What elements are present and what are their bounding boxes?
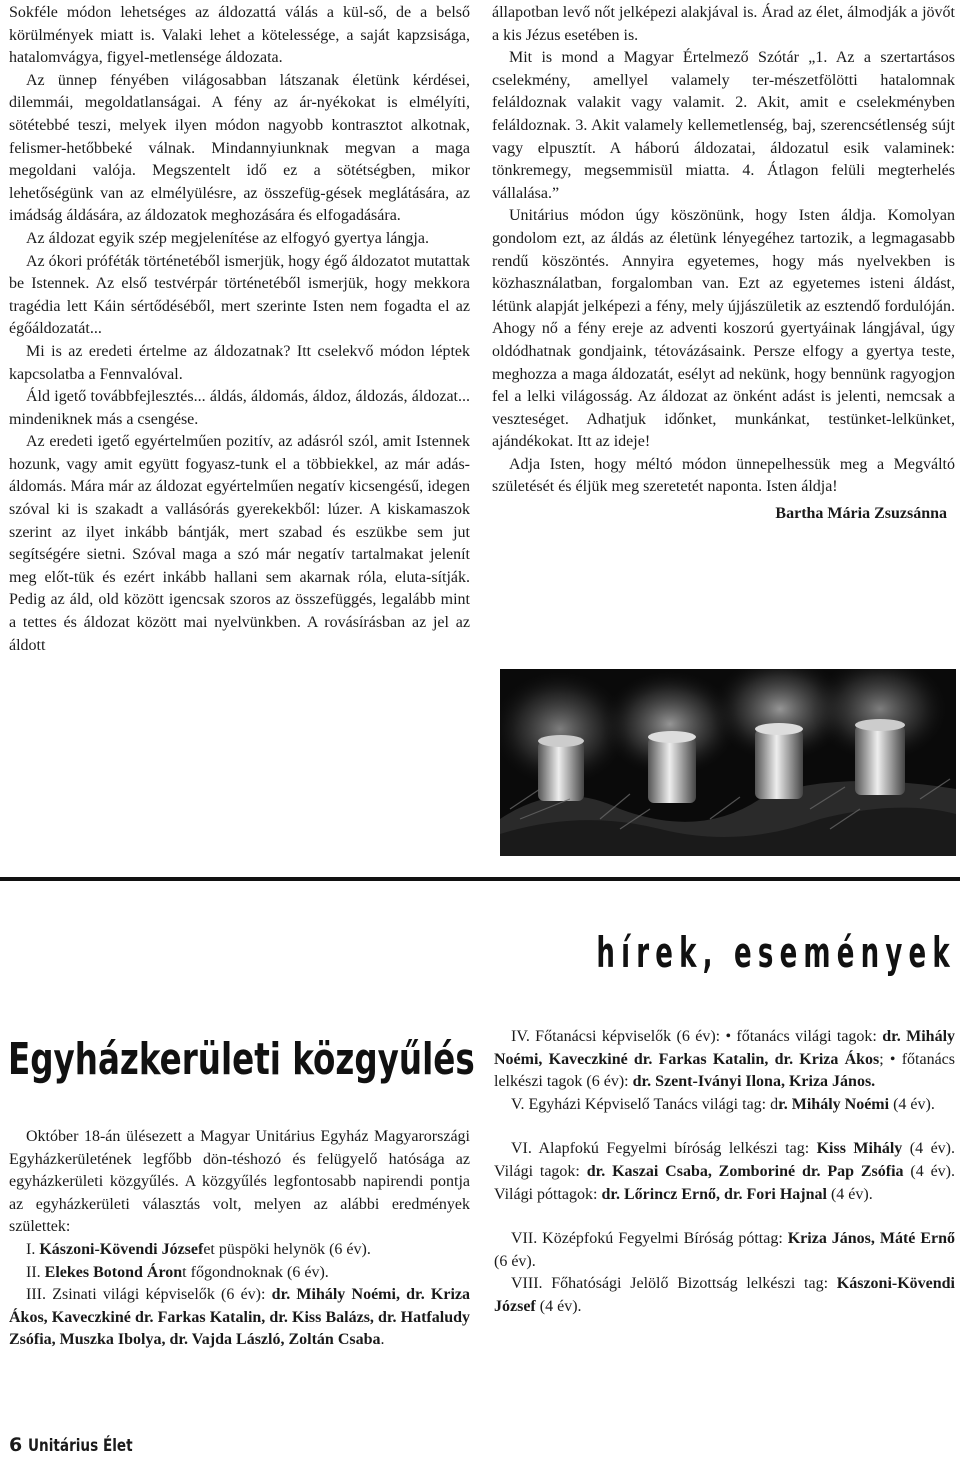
right-paragraph: Adja Isten, hogy méltó módon ünnepelhessük meg a Megváltó születését és éljük meg szeretetét naponta. Isten áldja! [492,455,955,496]
left-paragraph: Az ókori próféták történetéből ismerjük, hogy égő áldozatot mutattak be Istennek. Az első testvérpár történetéből ismerjük, hogy mekkora tragédia lett Káin sértődéséből, mert szerinte Isten nem fogadta el az égőáldozatát... [9,252,470,338]
left-paragraph: Áld igető továbbfejlesztés... áldás, áldomás, áldoz, áldozás, áldozat... mindeniknek más a csengése. [9,388,470,428]
article-paragraphs [492,2,955,499]
candles-image [500,669,956,856]
left-paragraph: Az ünnep fényében világosabban látszanak életünk kérdései, dilemmái, megoldatlanságai. A fény az ár-nyékokat is elmélyíti, sötétebbé teszi, melyek ilyen módon nagyobb kontrasztot alkotnak, felismer-hetőbbeké válnak. Mindannyiunknak megvan a maga megoldani valója. Megszentelt idő ez a sötétségben, mikor lehetőségünk van az elmélyülésre, az összefüg-gések meglátására, az imádság áldására, az áldozatok meghozására és elfogadására. [9,71,470,225]
result-item-3: III. Zsinati világi képviselők (6 év): dr. Mihály Noémi, dr. Kriza Ákos, Kaveczkiné dr. Farkas Katalin, dr. Kiss Balázs, dr. Hatfaludy Zsófia, Muszka Ibolya, dr. Vajda László, Zoltán Csaba. [9,1286,470,1349]
result-item-7: VII. Középfokú Fegyelmi Bíróság póttag: Kriza János, Máté Ernő (6 év). [494,1230,955,1270]
news-column-left [9,1126,470,1352]
result-item-8: VIII. Főhatósági Jelölő Bizottság lelkészi tag: Kászoni-Kövendi József (4 év). [494,1275,955,1315]
right-paragraph: Mit is mond a Magyar Értelmező Szótár „1. Az a szertartásos cselekmény, amellyel valamely ter-mészetfölötti hatalomnak feláldoznak valakit vagy valamit. 2. Akit, amit e cselekményben feláldoznak. 3. Akit valamely kellemetlenség, baj, szerencsétlenség sújt vagy elpusztít. A háború áldozatai, áldozatul esik valaminek: tönkremegy, megsemmisül miatta. 4. Átlagon felüli megterhelés vállalása.” [492,49,955,202]
left-paragraph: Sokféle módon lehetséges az áldozattá válás a kül-ső, de a belső körülmények miatt is. Valaki lehet a kötelessége, a saját kapzsisága, hatalomvágya, figyel-metlensége áldozata. [9,4,470,67]
left-paragraph: Az eredeti igető egyértelműen pozitív, az adásról szól, amit Istennek hozunk, vagy amit együtt fogyasz-tunk el a többiekkel, az már adás-áldomás. Mára már az áldozat egyértelműen negatív kicsengésű, idegen szóval ki is szakadt a vallásórás gyerekekből: lúzer. A kiskamaszok szerint az ilyet inkább bántják, mert szabad és eszükbe sem jut segítségére sietni. Szóval maga a szó már negatív tartalmakat jelenít meg előt-tük és ezért inkább hallani sem akarnak róla, eluta-sítják. Pedig az áld, old között igencsak szoros az összefüggés, legalább mint a tettes és áldozat között mai nyelvünkben. A rovásírásban az jel az áldott [9,433,470,654]
section-divider [0,877,960,881]
article-title: Egyházkerületi közgyűlés [8,1034,475,1085]
section-title: hírek, események [596,928,956,977]
result-item-6: VI. Alapfokú Fegyelmi bíróság lelkészi tag: Kiss Mihály (4 év). Világi tagok: dr. Kaszai Csaba, Zomboriné dr. Pap Zsófia (4 év). Világi póttagok: dr. Lőrincz Ernő, dr. Fori Hajnal (4 év). [494,1140,955,1203]
result-item-1: I. Kászoni-Kövendi Józsefet püspöki helynök (6 év). [26,1240,371,1258]
article-column-right [492,2,955,526]
left-paragraph: Mi is az eredeti értelme az áldozatnak? Itt cselekvő módon léptek kapcsolatba a Fennvalóval. [9,342,470,383]
result-item-4: IV. Főtanácsi képviselők (6 év): • főtanács világi tagok: dr. Mihály Noémi, Kaveczkiné dr. Farkas Katalin, dr. Kriza Ákos; • főtanács lelkészi tagok (6 év): dr. Szent-Iványi Ilona, Kriza János. [494,1028,956,1091]
result-item-2: II. Elekes Botond Áront főgondnoknak (6 év). [26,1263,329,1281]
advent-candles-photo [500,669,956,856]
right-paragraph: Unitárius módon úgy köszönünk, hogy Isten áldja. Komolyan gondolom ezt, az áldás az életünk lényegéhez tartozik, a legmagasabb rendű köszöntés. Annyira egyetemes, hogy más nyelvekben is közhasználatban, forgalomban van. Ezt az egyetemes isteni áldást, létünk alapját jelképezi a fény, mely újjászületik az esztendő fordulóján. Ahogy nő a fény ereje az adventi koszorú gyertyáinak lángjával, úgy oldódhatnak gondjaink, tétovázásaink. Persze elfogy a gyertya teste, meghozza a maga áldozatát, esélyt ad nekünk, hogy bennünk ragyogjon fel a lelki világosság. Az áldozat az önként adást is jelenti, nemcsak a veszteséget. Adhatjuk időnket, munkánkat, testünket-lelkünket, ajándékokat. Itt az ideje! [492,207,955,451]
right-paragraph: állapotban levő nőt jelképezi alakjával is. Árad az élet, álmodják a jövőt a kis Jézus esetében is. [492,4,955,44]
left-paragraph: Az áldozat egyik szép megjelenítése az elfogyó gyertya lángja. [26,229,429,247]
page-number: 6 [9,1434,23,1456]
author-signature: Bartha Mária Zsuzsánna [775,505,947,523]
news-column-right [494,1026,955,1319]
news-intro: Október 18-án ülésezett a Magyar Unitárius Egyház Magyarországi Egyházkerületének legfőbb dön-téshozó és felügyelő hatósága az egyházkerületi közgyűlés. A közgyűlés legfontosabb napirendi pontja az egyházkerületi választás volt, melyen az alábbi eredmények születtek: [9,1128,470,1236]
result-item-5: V. Egyházi Képviselő Tanács világi tag: dr. Mihály Noémi (4 év). [511,1095,935,1113]
article-column-left [9,2,470,657]
magazine-name: Unitárius Élet [28,1436,133,1456]
page-footer [9,1434,159,1456]
